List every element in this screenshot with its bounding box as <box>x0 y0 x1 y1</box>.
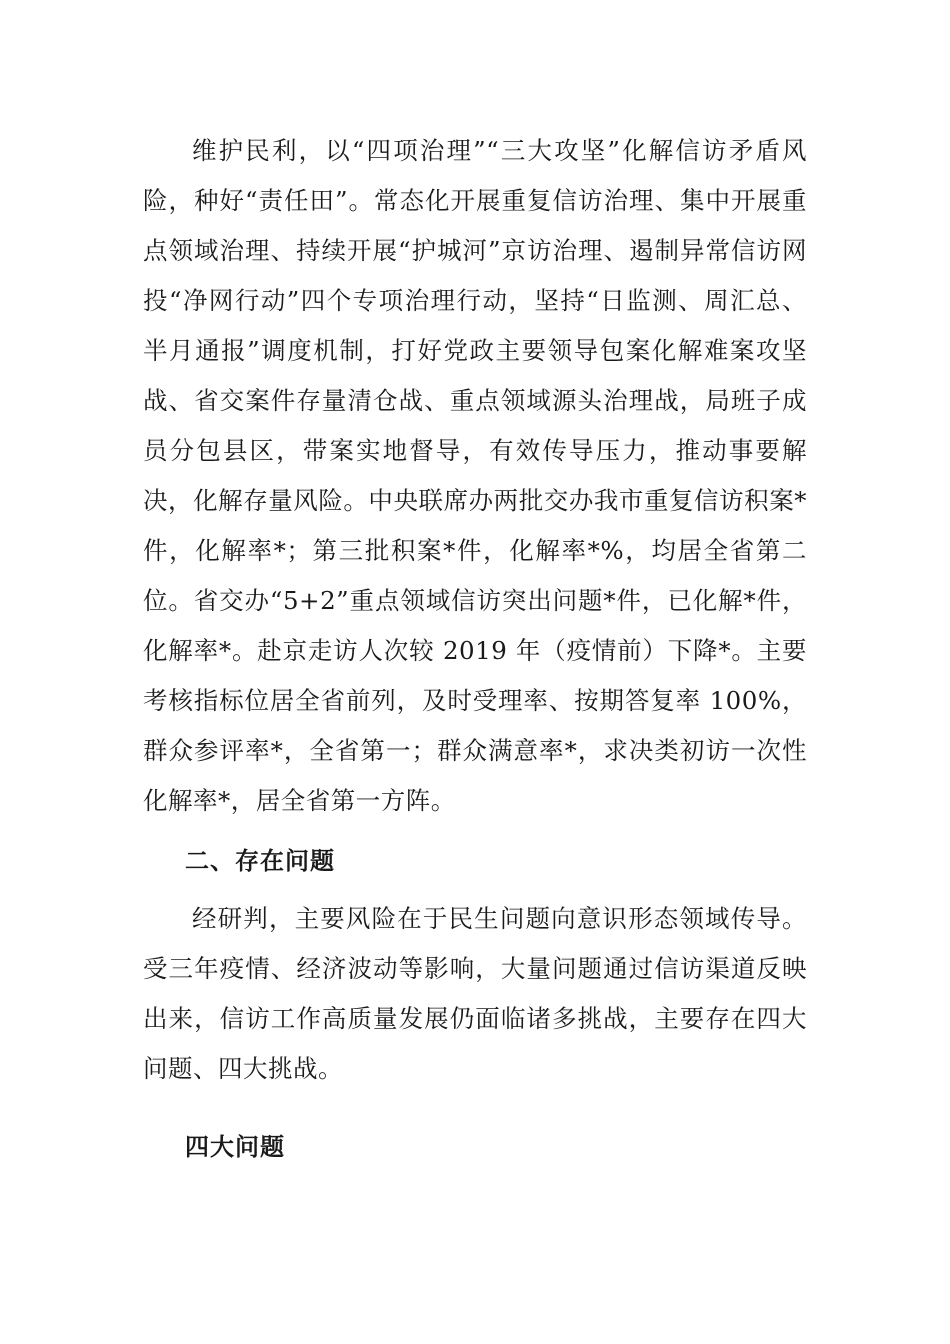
body-paragraph: 维护民利，以“四项治理”“三大攻坚”化解信访矛盾风险，种好“责任田”。常态化开展重复信访治理、集中开展重点领域治理、持续开展“护城河”京访治理、遏制异常信访网投“净网行动”四个专项治理行动，坚持“日监测、周汇总、半月通报”调度机制，打好党政主要领导包案化解难案攻坚战、省交案件存量清仓战、重点领域源头治理战，局班子成员分包县区，带案实地督导，有效传导压力，推动事要解决，化解存量风险。中央联席办两批交办我市重复信访积案*件，化解率*；第三批积案*件，化解率*%，均居全省第二位。省交办“5+2”重点领域信访突出问题*件，已化解*件，化解率*。赴京走访人次较 2019 年（疫情前）下降*。主要考核指标位居全省前列，及时受理率、按期答复率 100%，群众参评率*，全省第一；群众满意率*，求决类初访一次性化解率*，居全省第一方阵。 <box>143 136 807 815</box>
document-body <box>143 126 807 1172</box>
subsection-heading: 四大问题 <box>185 1133 285 1161</box>
section-heading: 二、存在问题 <box>185 847 335 875</box>
body-paragraph: 经研判，主要风险在于民生问题向意识形态领域传导。受三年疫情、经济波动等影响，大量问题通过信访渠道反映出来，信访工作高质量发展仍面临诸多挑战，主要存在四大问题、四大挑战。 <box>143 904 807 1083</box>
